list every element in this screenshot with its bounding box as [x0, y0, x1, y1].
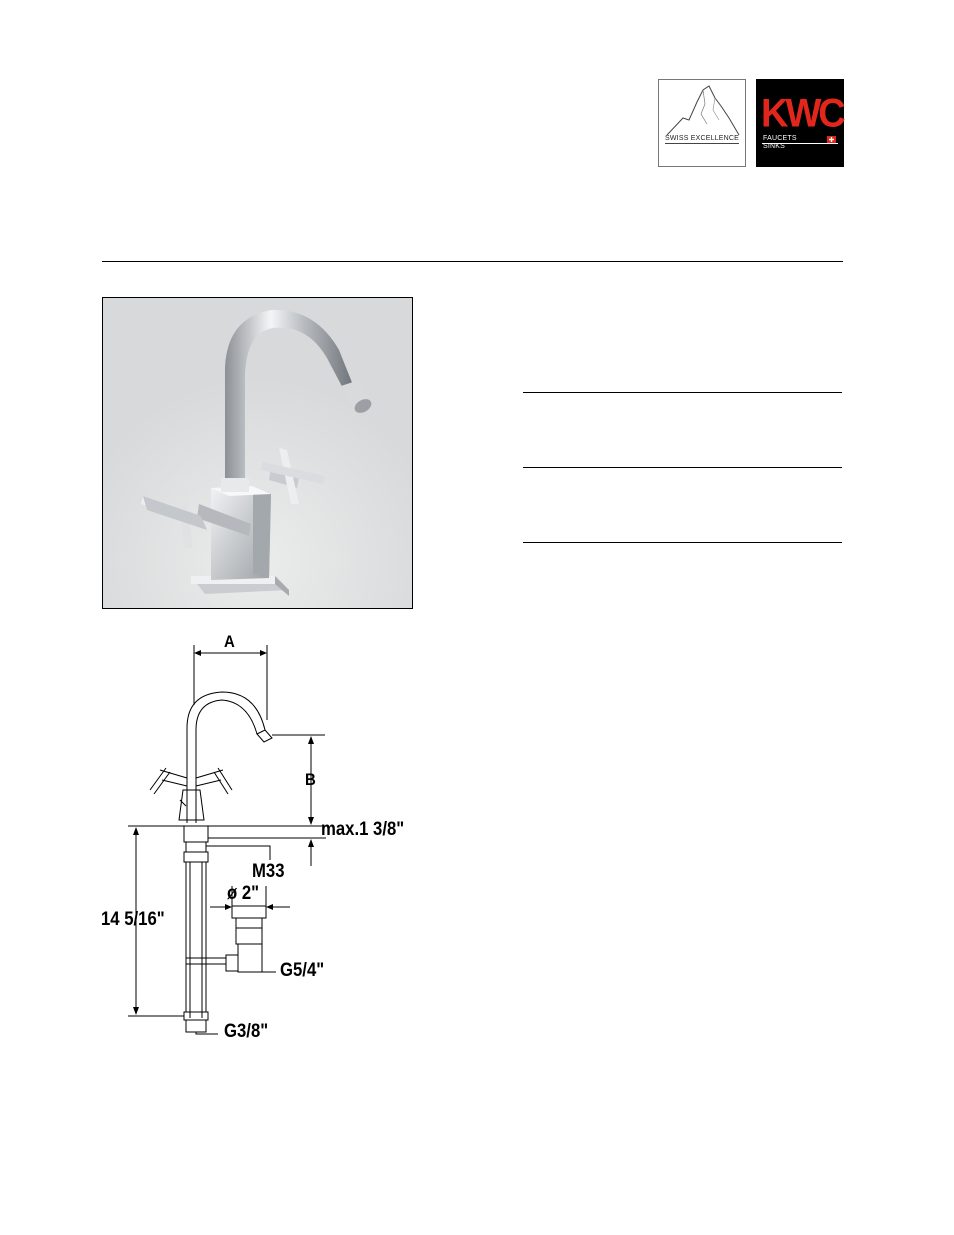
swiss-cross-icon [827, 136, 836, 143]
dimension-b-label: B [305, 770, 316, 789]
supply-thread-label: G3/8" [224, 1021, 269, 1042]
faucet-photo [103, 298, 412, 608]
swiss-excellence-text: SWISS EXCELLENCE [665, 135, 739, 142]
spec-rule-3 [523, 542, 842, 543]
drain-thread-label: G5/4" [280, 960, 325, 981]
kwc-logo [756, 79, 844, 167]
kwc-faucets-text: FAUCETS [763, 135, 797, 142]
dimension-a-label: A [224, 632, 235, 651]
swiss-excellence-logo [658, 79, 746, 167]
diameter-label: ø 2" [227, 883, 260, 904]
header-rule [102, 261, 843, 262]
kwc-brand-text: KWC [761, 91, 843, 137]
overall-height-label: 14 5/16" [101, 909, 165, 930]
swiss-logo-underline [665, 143, 739, 144]
max-height-label: max.1 3/8" [321, 819, 405, 840]
spec-rule-2 [523, 467, 842, 468]
spec-rule-1 [523, 392, 842, 393]
product-photo [102, 297, 413, 609]
kwc-sinks-text: SINKS [763, 143, 786, 150]
m33-thread-label: M33 [252, 861, 285, 882]
matterhorn-mountain-icon [659, 80, 747, 140]
